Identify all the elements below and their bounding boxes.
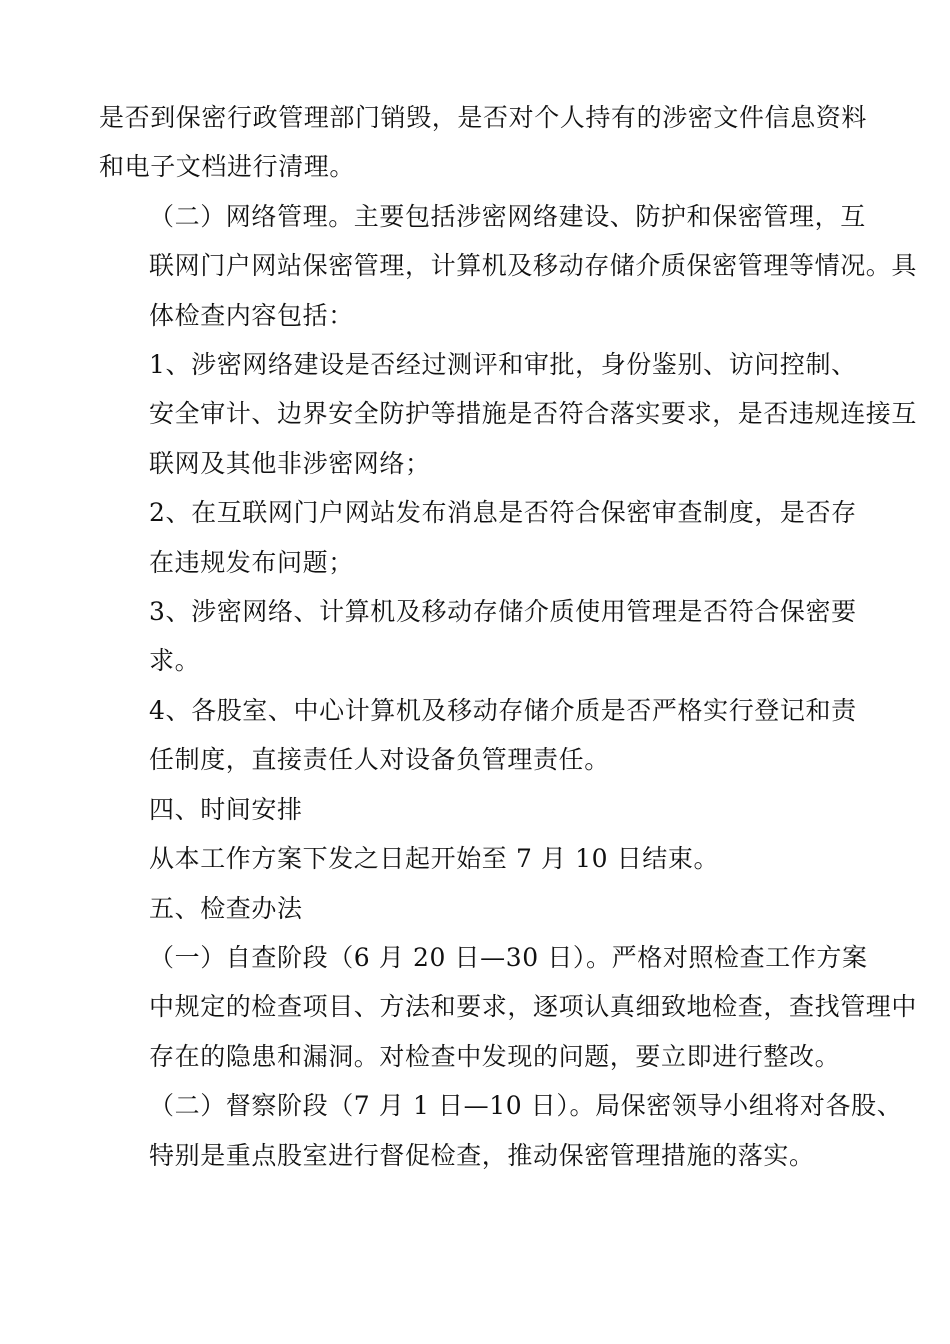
text-line: 在违规发布问题；: [149, 547, 354, 577]
text-line: 2、在互联网门户网站发布消息是否符合保密审查制度，是否存: [149, 498, 857, 528]
list-item-4: [99, 686, 861, 785]
text-line: 从本工作方案下发之日起开始至 7 月 10 日结束。: [149, 844, 720, 874]
paragraph-schedule: [99, 834, 861, 883]
text-line: 和电子文档进行清理。: [99, 152, 356, 182]
text-line: 联网及其他非涉密网络；: [149, 448, 431, 478]
list-item-1: [99, 340, 918, 488]
document-body: [99, 93, 918, 1180]
paragraph-supervision: [99, 1081, 903, 1180]
heading-text: 四、时间安排: [149, 794, 303, 824]
text-line: 任制度，直接责任人对设备负管理责任。: [149, 745, 610, 775]
text-line: 求。: [149, 646, 201, 676]
text-line: （二）督察阶段（7 月 1 日—10 日）。局保密领导小组将对各股、: [149, 1091, 903, 1121]
text-line: 联网门户网站保密管理，计算机及移动存储介质保密管理等情况。具: [149, 251, 918, 281]
text-line: 安全审计、边界安全防护等措施是否符合落实要求，是否违规连接互: [149, 399, 918, 429]
text-line: 中规定的检查项目、方法和要求，逐项认真细致地检查，查找管理中: [149, 992, 918, 1022]
text-line: 特别是重点股室进行督促检查，推动保密管理措施的落实。: [149, 1140, 815, 1170]
paragraph-network-management: [99, 192, 918, 340]
paragraph-disposal-continuation: [99, 93, 868, 192]
section-heading-schedule: [99, 785, 861, 834]
text-line: 存在的隐患和漏洞。对检查中发现的问题，要立即进行整改。: [149, 1041, 841, 1071]
text-line: 1、涉密网络建设是否经过测评和审批，身份鉴别、访问控制、: [149, 350, 857, 380]
paragraph-self-inspection: [99, 933, 918, 1081]
text-line: 体检查内容包括：: [149, 300, 354, 330]
list-item-2: [99, 488, 861, 587]
section-heading-inspection-method: [99, 884, 861, 933]
text-line: 4、各股室、中心计算机及移动存储介质是否严格实行登记和责: [149, 695, 857, 725]
text-line: 是否到保密行政管理部门销毁，是否对个人持有的涉密文件信息资料: [99, 103, 868, 132]
heading-text: 五、检查办法: [149, 893, 303, 923]
text-line: （二）网络管理。主要包括涉密网络建设、防护和保密管理，互: [149, 201, 866, 231]
text-line: （一）自查阶段（6 月 20 日—30 日）。严格对照检查工作方案: [149, 942, 868, 972]
text-line: 3、涉密网络、计算机及移动存储介质使用管理是否符合保密要: [149, 597, 857, 627]
list-item-3: [99, 587, 861, 686]
